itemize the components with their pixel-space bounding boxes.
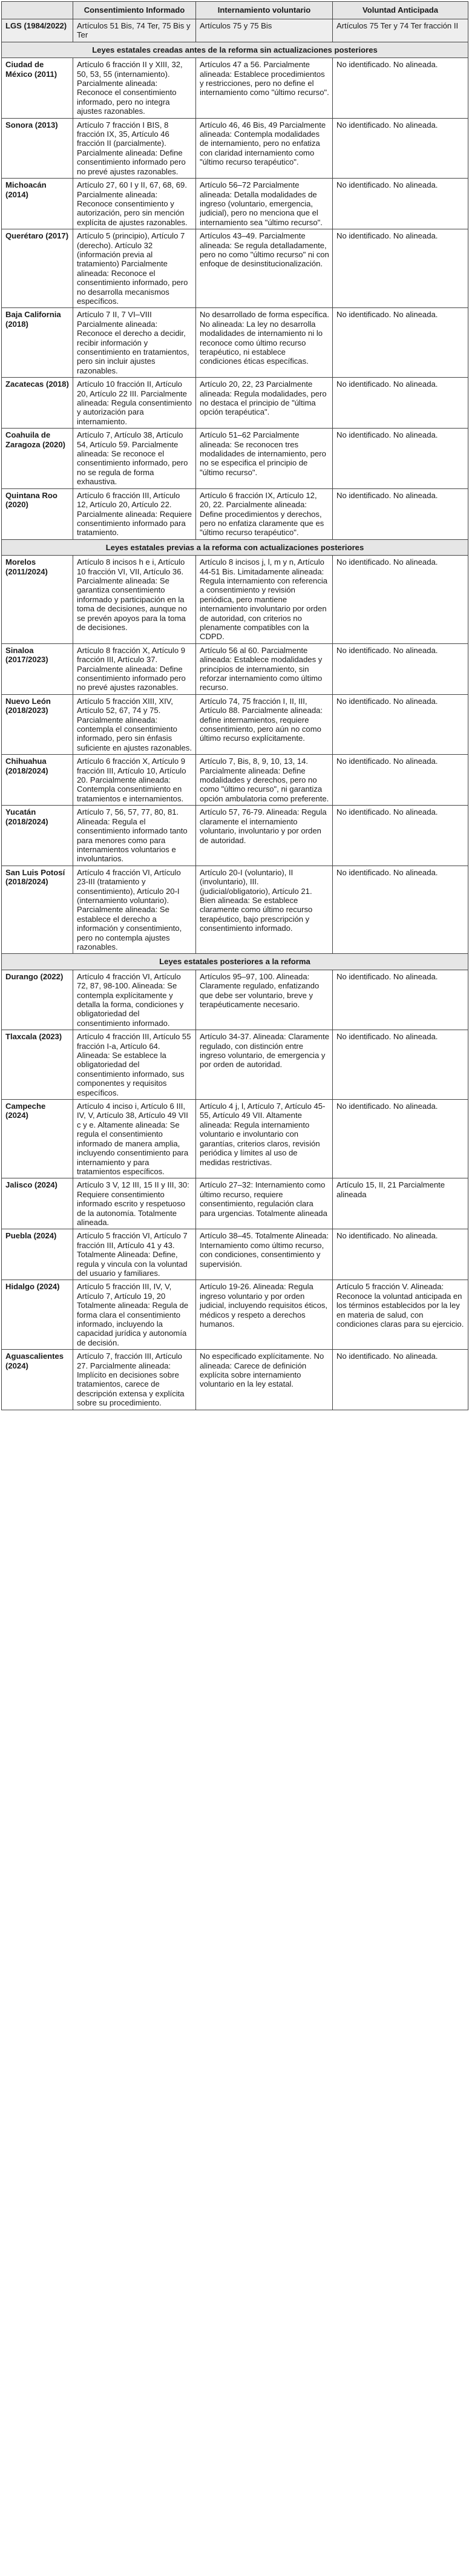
admission-cell: Artículo 27–32: Internamiento como último recurso, requiere consentimiento, regulación clara para urgencias. Totalmente alineada (196, 1178, 333, 1229)
table-row (2, 488, 468, 539)
admission-cell: Artículo 51–62 Parcialmente alineada: Se reconocen tres modalidades de internamiento, pero no se especifica el principio de "último recurso". (196, 429, 333, 488)
directive-cell: No identificado. No alineada. (333, 179, 468, 229)
consent-cell: Artículo 4 fracción VI, Artículo 72, 87, 98-100. Alineada: Se contempla explícitamente y detalla la forma, condiciones y obligatoriedad del consentimiento informado. (73, 970, 196, 1030)
directive-cell: No identificado. No alineada. (333, 755, 468, 806)
state-cell: Michoacán (2014) (2, 179, 73, 229)
state-cell: Tlaxcala (2023) (2, 1030, 73, 1100)
consent-cell: Artículos 51 Bis, 74 Ter, 75 Bis y Ter (73, 19, 196, 42)
header-row (2, 2, 468, 19)
state-cell: Puebla (2024) (2, 1229, 73, 1280)
section-title: Leyes estatales posteriores a la reforma (2, 954, 468, 970)
directive-cell: No identificado. No alineada. (333, 866, 468, 954)
admission-cell: Artículo 20-I (voluntario), II (involuntario), III. (judicial/obligatorio), Artículo 21. Bien alineada: Se establece claramente como último recurso terapéutico, bajo prescripción y consentimiento informado. (196, 866, 333, 954)
consent-cell: Artículo 4 inciso i, Artículo 6 III, IV, V, Artículo 38, Artículo 49 VII c y e. Altamente alineada: Se regula el consentimiento informado de manera amplia, incluyendo consentimiento para internamiento y para tratamientos específicos. (73, 1100, 196, 1178)
directive-cell: No identificado. No alineada. (333, 1030, 468, 1100)
directive-cell: No identificado. No alineada. (333, 378, 468, 429)
table-row (2, 694, 468, 754)
table-row (2, 806, 468, 866)
table-row-lgs (2, 19, 468, 42)
state-cell: San Luis Potosí (2018/2024) (2, 866, 73, 954)
consent-cell: Artículo 6 fracción II y XIII, 32, 50, 53, 55 (internamiento). Parcialmente alineada: Reconoce el consentimiento informado, pero no integra ajustes razonables. (73, 58, 196, 118)
directive-cell: No identificado. No alineada. (333, 308, 468, 378)
consent-cell: Artículo 5 fracción VI, Artículo 7 fracción III, Artículo 41 y 43. Totalmente Alineada: Define, regula y vincula con la voluntad del usuario y familiares. (73, 1229, 196, 1280)
section-title: Leyes estatales creadas antes de la reforma sin actualizaciones posteriores (2, 42, 468, 58)
admission-cell: Artículos 43–49. Parcialmente alineada: Se regula detalladamente, pero no como "último recurso" ni con enfoque de desinstitucionalización. (196, 229, 333, 308)
table-row (2, 1100, 468, 1178)
consent-cell: Artículo 8 incisos h e i, Artículo 10 fracción VI, VII, Artículo 36. Parcialmente alineada: Se garantiza consentimiento informado y participación en la toma de decisiones, aunque no se prevén apoyos para la toma de decisiones. (73, 556, 196, 644)
table-row (2, 1350, 468, 1410)
admission-cell: Artículo 6 fracción IX, Artículo 12, 20, 22. Parcialmente alineada: Define procedimientos y derechos, pero no enfatiza claramente que es "último recurso terapéutico". (196, 488, 333, 539)
consent-cell: Artículo 5 fracción III, IV, V, Artículo 7, Artículo 19, 20 Totalmente alineada: Regula de forma clara el consentimiento informado, incluyendo la capacidad jurídica y autonomía de decisión. (73, 1280, 196, 1350)
table-row (2, 118, 468, 178)
table-row (2, 378, 468, 429)
state-cell: Campeche (2024) (2, 1100, 73, 1178)
table-row (2, 179, 468, 229)
table-row (2, 58, 468, 118)
state-cell: Zacatecas (2018) (2, 378, 73, 429)
state-cell: Durango (2022) (2, 970, 73, 1030)
table-row (2, 1178, 468, 1229)
consent-cell: Artículo 10 fracción II, Artículo 20, Artículo 22 III. Parcialmente alineada: Regula consentimiento y autorización para internamiento. (73, 378, 196, 429)
header-voluntary-admission: Internamiento voluntario (196, 2, 333, 19)
header-advance-directive: Voluntad Anticipada (333, 2, 468, 19)
table-row (2, 308, 468, 378)
table-row (2, 1280, 468, 1350)
consent-cell: Artículo 5 (principio), Artículo 7 (derecho). Artículo 32 (información previa al tratamiento) Parcialmente alineada: Reconoce el consentimiento informado, pero no desarrolla mecanismos específicos. (73, 229, 196, 308)
state-cell: Chihuahua (2018/2024) (2, 755, 73, 806)
consent-cell: Artículo 7 fracción I BIS, 8 fracción IX, 35, Artículo 46 fracción II (parcialmente). Parcialmente alineada: Define consentimiento informado pero no prevé ajustes razonables. (73, 118, 196, 178)
table-row (2, 556, 468, 644)
consent-cell: Artículo 6 fracción X, Artículo 9 fracción III, Artículo 10, Artículo 20. Parcialmente alineada: Contempla consentimiento en tratamientos e internamientos. (73, 755, 196, 806)
directive-cell: No identificado. No alineada. (333, 1100, 468, 1178)
section-heading-row (2, 954, 468, 970)
directive-cell: No identificado. No alineada. (333, 229, 468, 308)
admission-cell: No especificado explícitamente. No alineada: Carece de definición explícita sobre internamiento voluntario en la ley estatal. (196, 1350, 333, 1410)
state-cell: Morelos (2011/2024) (2, 556, 73, 644)
directive-cell: Artículo 5 fracción V. Alineada: Reconoce la voluntad anticipada en los términos establecidos por la ley en materia de salud, con condiciones claras para su ejercicio. (333, 1280, 468, 1350)
state-cell: Yucatán (2018/2024) (2, 806, 73, 866)
state-cell: Hidalgo (2024) (2, 1280, 73, 1350)
directive-cell: No identificado. No alineada. (333, 58, 468, 118)
table-row (2, 866, 468, 954)
table-body (2, 19, 468, 1410)
consent-cell: Artículo 7, Artículo 38, Artículo 54, Artículo 59. Parcialmente alineada: Se reconoce el consentimiento informado, pero no se regula de forma exhaustiva. (73, 429, 196, 488)
admission-cell: Artículo 34-37. Alineada: Claramente regulado, con distinción entre ingreso voluntario, de emergencia y por orden de autoridad. (196, 1030, 333, 1100)
directive-cell: No identificado. No alineada. (333, 970, 468, 1030)
state-cell: Querétaro (2017) (2, 229, 73, 308)
directive-cell: No identificado. No alineada. (333, 1350, 468, 1410)
consent-cell: Artículo 27, 60 I y II, 67, 68, 69. Parcialmente alineada: Reconoce consentimiento y autorización, pero sin mención explícita de ajustes razonables. (73, 179, 196, 229)
directive-cell: No identificado. No alineada. (333, 488, 468, 539)
directive-cell: Artículo 15, II, 21 Parcialmente alineada (333, 1178, 468, 1229)
consent-cell: Artículo 8 fracción X, Artículo 9 fracción III, Artículo 37. Parcialmente alineada: Define consentimiento informado pero no prevé ajustes razonables. (73, 643, 196, 694)
state-cell: Coahuila de Zaragoza (2020) (2, 429, 73, 488)
admission-cell: Artículo 7, Bis, 8, 9, 10, 13, 14. Parcialmente alineada: Define modalidades y derechos, pero no como "último recurso", ni garantiza opción ambulatoria como preferente. (196, 755, 333, 806)
admission-cell: Artículo 19-26. Alineada: Regula ingreso voluntario y por orden judicial, incluyendo requisitos éticos, médicos y respeto a derechos humanos. (196, 1280, 333, 1350)
consent-cell: Artículo 4 fracción III, Artículo 55 fracción I-a, Artículo 64. Alineada: Se establece la obligatoriedad del consentimiento informado, sus componentes y requisitos específicos. (73, 1030, 196, 1100)
directive-cell: No identificado. No alineada. (333, 806, 468, 866)
admission-cell: Artículo 4 j, l, Artículo 7, Artículo 45-55, Artículo 49 VII. Altamente alineada: Regula internamiento voluntario e involuntario con garantías, criterios claros, revisión periódica y límites al uso de medidas restrictivas. (196, 1100, 333, 1178)
admission-cell: Artículo 8 incisos j, l, m y n, Artículo 44-51 Bis. Limitadamente alineada: Regula internamiento con referencia a consentimiento y revisión periódica, pero mantiene internamiento involuntario por orden de autoridad, con criterios no plenamente compatibles con la CDPD. (196, 556, 333, 644)
admission-cell: Artículo 74, 75 fracción I, II, III, Artículo 88. Parcialmente alineada: define internamientos, requiere consentimiento, pero aún no como último recurso explícitamente. (196, 694, 333, 754)
state-cell: Jalisco (2024) (2, 1178, 73, 1229)
admission-cell: Artículo 56 al 60. Parcialmente alineada: Establece modalidades y principios de internamiento, sin reforzar internamiento como último recurso. (196, 643, 333, 694)
consent-cell: Artículo 7, 56, 57, 77, 80, 81. Alineada: Regula el consentimiento informado tanto para menores como para internamientos voluntarios e involuntarios. (73, 806, 196, 866)
admission-cell: Artículo 57, 76-79. Alineada: Regula claramente el internamiento voluntario, involuntario y por orden de autoridad. (196, 806, 333, 866)
admission-cell: Artículos 75 y 75 Bis (196, 19, 333, 42)
admission-cell: No desarrollado de forma específica. No alineada: La ley no desarrolla modalidades de internamiento ni lo reconoce como último recurso terapéutico, ni establece condiciones éticas específicas. (196, 308, 333, 378)
table-header (2, 2, 468, 19)
state-cell: LGS (1984/2022) (2, 19, 73, 42)
legislation-comparison-table (1, 1, 468, 1410)
table-row (2, 755, 468, 806)
directive-cell: No identificado. No alineada. (333, 694, 468, 754)
state-cell: Quintana Roo (2020) (2, 488, 73, 539)
state-cell: Sonora (2013) (2, 118, 73, 178)
admission-cell: Artículo 56–72 Parcialmente alineada: Detalla modalidades de ingreso (voluntario, emergencia, judicial), pero no menciona que el internamiento sea "último recurso". (196, 179, 333, 229)
consent-cell: Artículo 7 II, 7 VI–VIII Parcialmente alineada: Reconoce el derecho a decidir, recibir información y consentimiento en tratamientos, pero sin incluir ajustes razonables. (73, 308, 196, 378)
table-row (2, 970, 468, 1030)
table-row (2, 229, 468, 308)
directive-cell: No identificado. No alineada. (333, 429, 468, 488)
header-state (2, 2, 73, 19)
directive-cell: No identificado. No alineada. (333, 643, 468, 694)
consent-cell: Artículo 5 fracción XIII, XIV, Artículo 52, 67, 74 y 75. Parcialmente alineada: contempla el consentimiento informado, pero sin énfasis suficiente en ajustes razonables. (73, 694, 196, 754)
consent-cell: Artículo 7, fracción III, Artículo 27. Parcialmente alineada: Implícito en decisiones sobre tratamientos, carece de descripción extensa y explícita sobre su procedimiento. (73, 1350, 196, 1410)
directive-cell: No identificado. No alineada. (333, 118, 468, 178)
table-row (2, 429, 468, 488)
table-row (2, 1030, 468, 1100)
state-cell: Nuevo León (2018/2023) (2, 694, 73, 754)
section-heading-row (2, 539, 468, 555)
admission-cell: Artículo 46, 46 Bis, 49 Parcialmente alineada: Contempla modalidades de internamiento, pero no enfatiza con claridad internamiento como "último recurso terapéutico". (196, 118, 333, 178)
admission-cell: Artículo 38–45. Totalmente Alineada: Internamiento como último recurso, con condiciones, consentimiento y supervisión. (196, 1229, 333, 1280)
table-row (2, 1229, 468, 1280)
consent-cell: Artículo 6 fracción III, Artículo 12, Artículo 20, Artículo 22. Parcialmente alineada: Requiere consentimiento informado para tratamiento. (73, 488, 196, 539)
header-informed-consent: Consentimiento Informado (73, 2, 196, 19)
state-cell: Ciudad de México (2011) (2, 58, 73, 118)
admission-cell: Artículo 20, 22, 23 Parcialmente alineada: Regula modalidades, pero no destaca el principio de "última opción terapéutica". (196, 378, 333, 429)
directive-cell: No identificado. No alineada. (333, 556, 468, 644)
consent-cell: Artículo 4 fracción VI, Artículo 23-III (tratamiento y consentimiento), Artículo 20-I (internamiento voluntario). Parcialmente alineada: Se establece el derecho a información y consentimiento, pero no contempla ajustes razonables. (73, 866, 196, 954)
admission-cell: Artículos 47 a 56. Parcialmente alineada: Establece procedimientos y restricciones, pero no define el internamiento como "último recurso". (196, 58, 333, 118)
state-cell: Aguascalientes (2024) (2, 1350, 73, 1410)
directive-cell: No identificado. No alineada. (333, 1229, 468, 1280)
table-row (2, 643, 468, 694)
section-title: Leyes estatales previas a la reforma con actualizaciones posteriores (2, 539, 468, 555)
state-cell: Sinaloa (2017/2023) (2, 643, 73, 694)
state-cell: Baja California (2018) (2, 308, 73, 378)
section-heading-row (2, 42, 468, 58)
directive-cell: Artículos 75 Ter y 74 Ter fracción II (333, 19, 468, 42)
consent-cell: Artículo 3 V, 12 III, 15 II y III, 30: Requiere consentimiento informado escrito y respetuoso de la autonomía. Totalmente alineada. (73, 1178, 196, 1229)
admission-cell: Artículos 95–97, 100. Alineada: Claramente regulado, enfatizando que debe ser voluntario, breve y terapéuticamente necesario. (196, 970, 333, 1030)
